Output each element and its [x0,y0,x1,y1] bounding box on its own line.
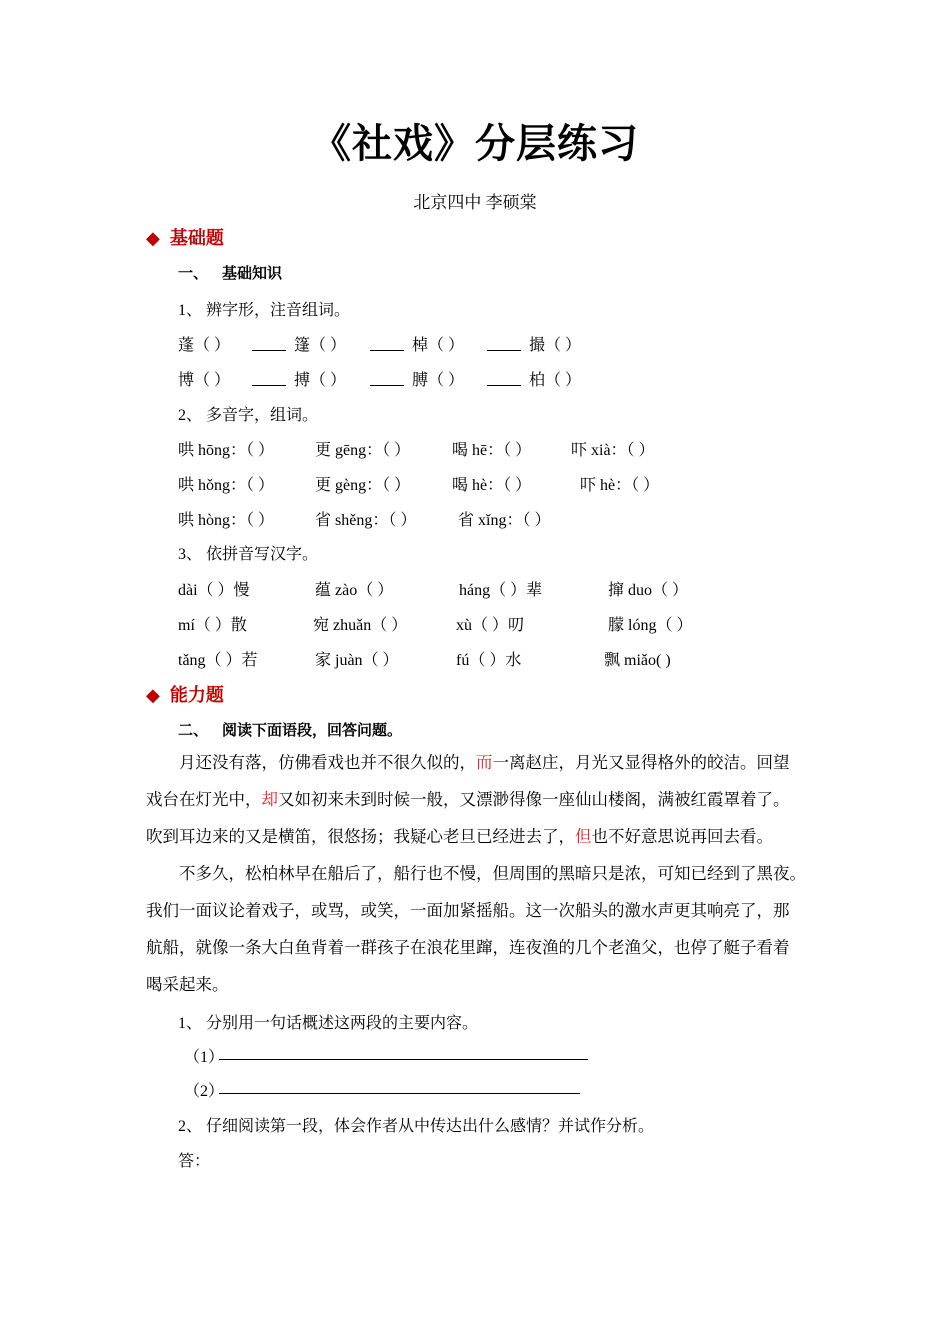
polyphone-item: 哄 hōng：（ ） [178,442,275,459]
word-item: 博（ ） [178,372,231,389]
question-5-prompt: 2、 仔细阅读第一段，体会作者从中传达出什么感情？并试作分析。 [178,1118,655,1135]
question-3-prompt: 3、 依拼音写汉字。 [178,546,319,563]
answer-blank[interactable] [370,336,404,351]
part-two-number: 二、 [178,721,209,739]
page-title: 《社戏》分层练习 [311,121,639,167]
polyphone-item: 吓 xià：（ ） [571,442,655,459]
pinyin-item: tǎng（ ）若 [178,652,258,669]
pinyin-item: 撺 duo（ ） [608,582,689,599]
pinyin-item: mí（ ）散 [178,617,247,634]
pinyin-item: háng（ ）辈 [459,582,543,599]
highlighted-conjunction: 但 [575,827,592,846]
passage-line: 航船，就像一条大白鱼背着一群孩子在浪花里蹿，连夜渔的几个老渔父，也停了艇子看着 [146,938,790,957]
question-2-prompt: 2、 多音字，组词。 [178,407,319,424]
question-4-prompt: 1、 分别用一句话概述这两段的主要内容。 [178,1015,479,1032]
pinyin-item: 蕴 zào（ ） [315,582,394,599]
pinyin-item: 宛 zhuǎn（ ） [313,617,408,634]
answer-2-label: （2） [184,1083,225,1100]
part-one-label: 基础知识 [222,264,283,282]
passage-line: 不多久，松柏林早在船后了，船行也不慢，但周围的黑暗只是浓，可知已经到了黑夜。 [179,864,806,883]
answer-blank[interactable] [370,371,404,386]
passage-line: 戏台在灯光中，却又如初来未到时候一般，又漂渺得像一座仙山楼阁，满被红霞罩着了。 [146,790,790,809]
highlighted-conjunction: 而 [476,753,493,772]
reading-passage-2 [146,855,818,1003]
polyphone-item: 哄 hòng：（ ） [178,512,275,529]
pinyin-item: 家 juàn（ ） [315,652,399,669]
pinyin-item: xù（ ）叨 [456,617,525,634]
word-item: 搏（ ） [294,372,347,389]
answer-label: 答： [178,1153,211,1170]
answer-blank[interactable] [487,371,521,386]
polyphone-item: 吓 hè：（ ） [580,477,660,494]
section-basic-label: 基础题 [169,228,224,249]
polyphone-item: 喝 hè：（ ） [452,477,532,494]
answer-blank[interactable] [252,371,286,386]
section-ability-label: 能力题 [169,685,224,706]
diamond-icon: ◆ [146,685,160,706]
section-basic-heading [146,224,224,250]
word-item: 棹（ ） [412,337,465,354]
author-line: 北京四中 李硕棠 [413,193,537,212]
word-item: 膊（ ） [412,372,465,389]
question-1-prompt: 1、 辨字形，注音组词。 [178,302,351,319]
word-item: 篷（ ） [294,337,347,354]
passage-line: 月还没有落，仿佛看戏也并不很久似的，而一离赵庄，月光又显得格外的皎洁。回望 [179,753,790,772]
passage-line: 吹到耳边来的又是横笛，很悠扬；我疑心老旦已经进去了，但也不好意思说再回去看。 [146,827,773,846]
answer-1-line[interactable] [219,1045,588,1060]
polyphone-item: 哄 hǒng：（ ） [178,477,275,494]
part-one-heading [178,262,282,283]
pinyin-item: 飘 miǎo( ) [604,652,671,669]
answer-2-line[interactable] [219,1079,580,1094]
section-ability-heading [146,681,224,707]
reading-passage-1 [146,744,818,855]
word-item: 蓬（ ） [178,337,231,354]
answer-1-label: （1） [184,1049,225,1066]
passage-line: 我们一面议论着戏子，或骂，或笑，一面加紧摇船。这一次船头的激水声更其响亮了，那 [146,901,790,920]
answer-blank[interactable] [252,336,286,351]
pinyin-item: fú（ ）水 [456,652,522,669]
highlighted-conjunction: 却 [261,790,278,809]
polyphone-item: 更 gèng：（ ） [315,477,411,494]
part-two-label: 阅读下面语段，回答问题。 [222,721,403,739]
part-two-heading [178,719,402,740]
answer-blank[interactable] [487,336,521,351]
polyphone-item: 更 gēng：（ ） [315,442,411,459]
polyphone-item: 省 shěng：（ ） [315,512,417,529]
pinyin-item: dài（ ）慢 [178,582,250,599]
word-item: 柏（ ） [529,372,582,389]
part-one-number: 一、 [178,264,209,282]
polyphone-item: 喝 hē：（ ） [452,442,532,459]
diamond-icon: ◆ [146,228,160,249]
passage-line: 喝采起来。 [146,975,229,994]
pinyin-item: 朦 lóng（ ） [608,617,693,634]
polyphone-item: 省 xǐng：（ ） [458,512,551,529]
word-item: 撮（ ） [529,337,582,354]
